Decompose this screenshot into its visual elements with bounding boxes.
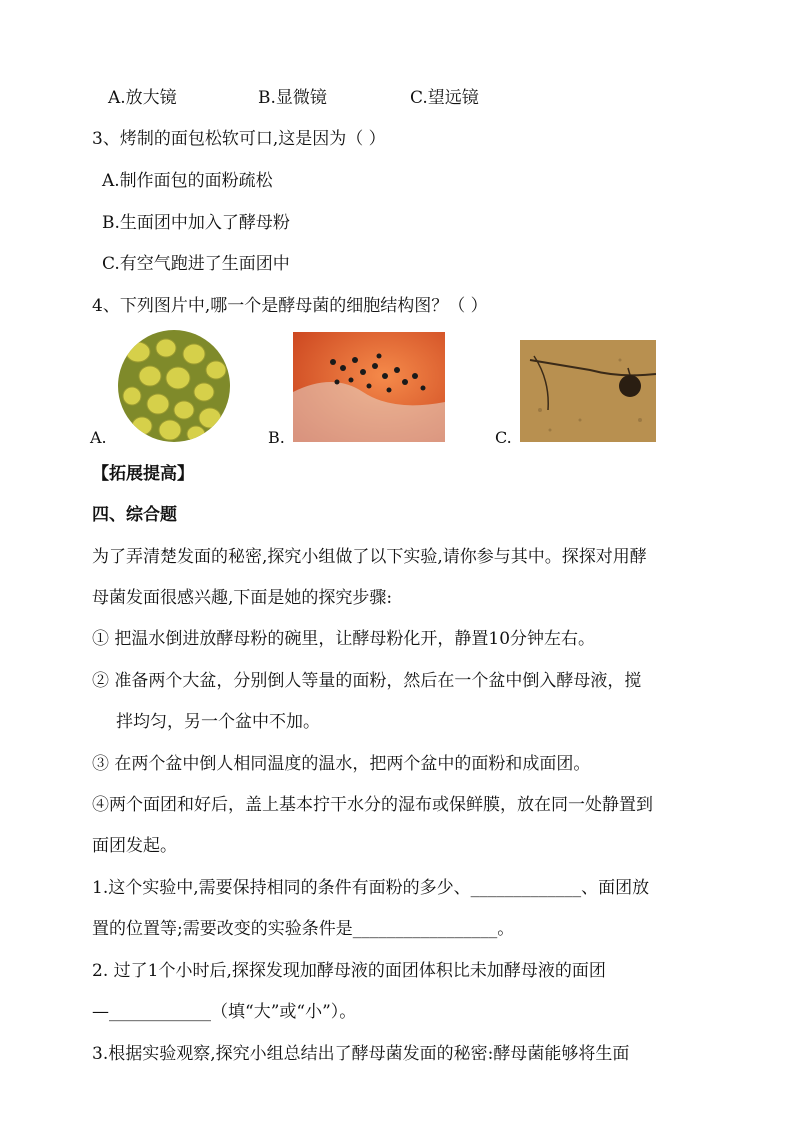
yeast-cells-image [118,330,230,442]
sub-question-1-continued: 置的位置等;需要改变的实验条件是_________________。 [92,919,515,939]
q3-option-a: A.制作面包的面粉疏松 [102,171,273,191]
intro-line-2: 母菌发面很感兴趣,下面是她的探究步骤: [92,588,393,608]
step-2: ② 准备两个大盆，分别倒人等量的面粉，然后在一个盆中倒入酵母液，搅 [92,671,642,691]
intro-line-1: 为了弄清楚发面的秘密,探究小组做了以下实验,请你参与其中。探探对用酵 [92,547,647,567]
question-4: 4、下列图片中,哪一个是酵母菌的细胞结构图？（ ） [92,296,488,316]
option-a-magnifier: A.放大镜 [108,88,177,108]
q3-option-c: C.有空气跑进了生面团中 [102,254,290,274]
step-4: ④两个面团和好后，盖上基本拧干水分的湿布或保鲜膜，放在同一处静置到 [92,795,653,815]
step-4-continued: 面团发起。 [92,836,177,856]
option-b-microscope: B.显微镜 [258,88,327,108]
sub-question-1: 1.这个实验中,需要保持相同的条件有面粉的多少、_____________、面团放 [92,878,650,898]
step-1: ① 把温水倒进放酵母粉的碗里，让酵母粉化开，静置10分钟左右。 [92,629,596,649]
option-c-telescope: C.望远镜 [410,88,479,108]
step-2-continued: 拌均匀，另一个盆中不加。 [116,712,320,732]
section-four-heading: 四、综合题 [92,505,177,525]
step-3: ③ 在两个盆中倒人相同温度的温水，把两个盆中的面粉和成面团。 [92,754,591,774]
image-label-b: B. [268,428,285,447]
q3-option-b: B.生面团中加入了酵母粉 [102,213,290,233]
mold-image [293,332,445,442]
image-label-c: C. [495,428,512,447]
question-3: 3、烤制的面包松软可口,这是因为（ ） [92,129,386,149]
sub-question-3: 3.根据实验观察,探究小组总结出了酵母菌发面的秘密:酵母菌能够将生面 [92,1044,630,1064]
image-label-a: A. [90,428,107,447]
sub-question-2: 2. 过了1个小时后,探探发现加酵母液的面团体积比未加酵母液的面团 [92,961,606,981]
sub-question-2-continued: —____________（填“大”或“小”）。 [92,1002,357,1022]
microscope-sporangium-image [520,340,656,442]
section-extend-heading: 【拓展提高】 [92,464,194,484]
